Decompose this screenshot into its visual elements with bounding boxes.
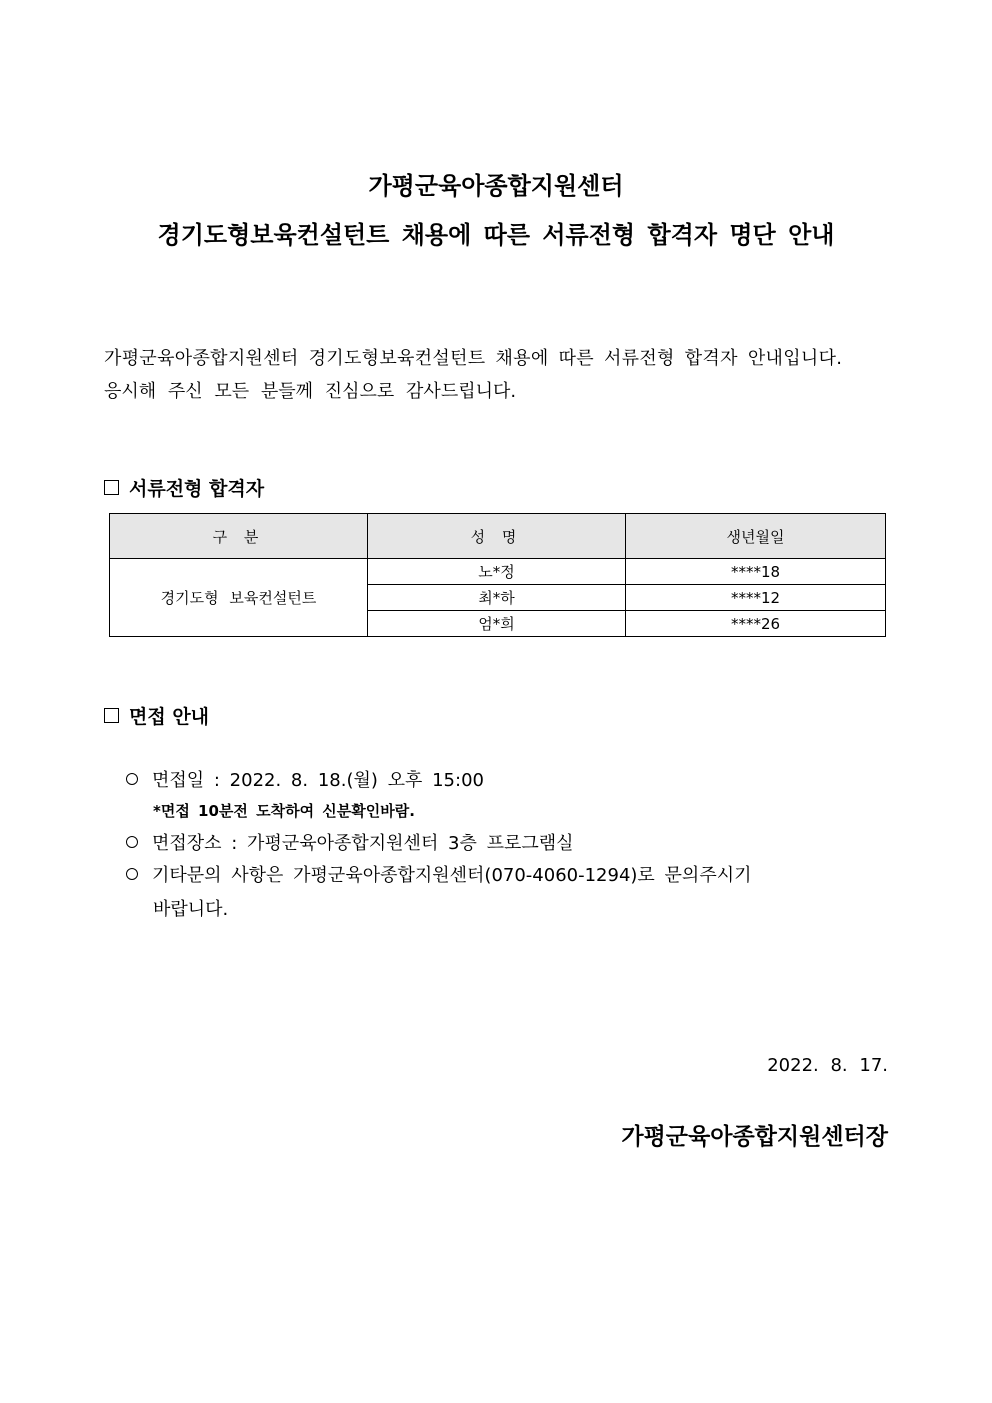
document-title: 가평군육아종합지원센터: [368, 172, 624, 200]
table-cell-birthdate: ****18: [626, 559, 886, 585]
checkbox-square-icon: [104, 708, 119, 723]
interview-location-text: 면접장소 : 가평군육아종합지원센터 3층 프로그램실: [152, 833, 574, 854]
table-cell-name: 엄*희: [368, 611, 626, 637]
intro-text-line-2: 응시해 주신 모든 분들께 진심으로 감사드립니다.: [104, 381, 517, 402]
results-table: [109, 513, 886, 637]
inquiry-text: 기타문의 사항은 가평군육아종합지원센터(070-4060-1294)로 문의주시기: [152, 865, 752, 886]
interview-date-item: [126, 766, 484, 792]
table-header-category: 구 분: [110, 514, 368, 559]
table-cell-birthdate: ****26: [626, 611, 886, 637]
table-cell-category: 경기도형 보육컨설턴트: [110, 559, 368, 637]
table-header-birthdate: 생년월일: [626, 514, 886, 559]
checkbox-square-icon: [104, 480, 119, 495]
table-cell-name: 노*정: [368, 559, 626, 585]
table-cell-birthdate: ****12: [626, 585, 886, 611]
circle-bullet-icon: [126, 773, 138, 785]
interview-location-item: [126, 829, 574, 855]
section-heading-interview-label: 면접 안내: [129, 706, 210, 728]
intro-text-line-1: 가평군육아종합지원센터 경기도형보육컨설턴트 채용에 따른 서류전형 합격자 안내입니다.: [104, 348, 843, 369]
document-date: 2022. 8. 17.: [767, 1055, 888, 1076]
interview-note: *면접 10분전 도착하여 신분확인바람.: [153, 802, 415, 820]
inquiry-text-continuation: 바랍니다.: [153, 899, 229, 920]
circle-bullet-icon: [126, 868, 138, 880]
section-heading-interview: [104, 702, 209, 729]
inquiry-item: [126, 861, 751, 887]
table-header-name: 성 명: [368, 514, 626, 559]
circle-bullet-icon: [126, 836, 138, 848]
section-heading-results: [104, 474, 264, 501]
interview-date-text: 면접일 : 2022. 8. 18.(월) 오후 15:00: [152, 770, 484, 791]
section-heading-results-label: 서류전형 합격자: [129, 478, 265, 500]
document-subtitle: 경기도형보육컨설턴트 채용에 따른 서류전형 합격자 명단 안내: [157, 221, 835, 249]
table-row: [110, 559, 886, 585]
table-header-row: [110, 514, 886, 559]
document-signature: 가평군육아종합지원센터장: [621, 1124, 888, 1150]
table-cell-name: 최*하: [368, 585, 626, 611]
